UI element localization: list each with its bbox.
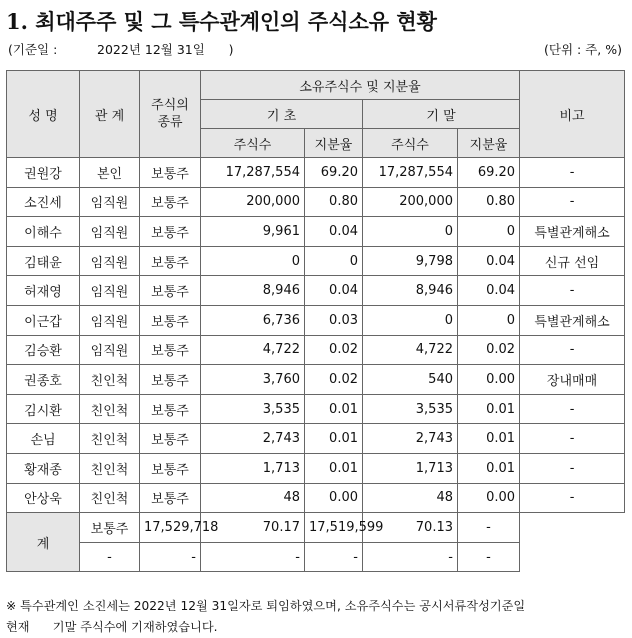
- cell-begin-ratio: 0.02: [305, 335, 363, 365]
- table-row: [7, 217, 625, 247]
- cell-begin-shares: 200,000: [201, 187, 305, 217]
- cell-type: 보통주: [140, 424, 201, 454]
- cell-type: 보통주: [140, 483, 201, 513]
- cell-remark: -: [520, 276, 625, 306]
- cell-begin-ratio: 0.00: [305, 483, 363, 513]
- cell-type: 보통주: [140, 394, 201, 424]
- cell-relation: 친인척: [80, 453, 140, 483]
- cell-end-ratio: 0: [458, 305, 520, 335]
- total-end-shares: 17,519,599: [305, 513, 363, 543]
- header-end-ratio: 지분율: [458, 129, 520, 158]
- cell-begin-shares: 9,961: [201, 217, 305, 247]
- cell-begin-shares: 48: [201, 483, 305, 513]
- cell-remark: -: [520, 187, 625, 217]
- cell-type: 보통주: [140, 187, 201, 217]
- total-section: [7, 513, 625, 572]
- cell-begin-ratio: 0: [305, 246, 363, 276]
- total-label: 계: [7, 513, 80, 572]
- cell-remark: 특별관계해소: [520, 217, 625, 247]
- cell-end-ratio: 0.01: [458, 394, 520, 424]
- cell-remark: 특별관계해소: [520, 305, 625, 335]
- table-row: [7, 305, 625, 335]
- total-remark: -: [458, 513, 520, 543]
- cell-begin-ratio: 0.01: [305, 424, 363, 454]
- table-body: [7, 158, 625, 513]
- table-row: [7, 335, 625, 365]
- table-row: [7, 365, 625, 395]
- total-type: 보통주: [80, 513, 140, 543]
- cell-relation: 임직원: [80, 335, 140, 365]
- cell-begin-ratio: 0.80: [305, 187, 363, 217]
- cell-end-ratio: 0.02: [458, 335, 520, 365]
- cell-begin-ratio: 0.03: [305, 305, 363, 335]
- total2-begin-ratio: -: [201, 542, 305, 572]
- cell-end-shares: 48: [363, 483, 458, 513]
- cell-begin-shares: 2,743: [201, 424, 305, 454]
- header-end-shares: 주식수: [363, 129, 458, 158]
- cell-name: 손님: [7, 424, 80, 454]
- cell-type: 보통주: [140, 246, 201, 276]
- cell-begin-shares: 4,722: [201, 335, 305, 365]
- cell-name: 김승환: [7, 335, 80, 365]
- cell-begin-shares: 6,736: [201, 305, 305, 335]
- cell-end-shares: 3,535: [363, 394, 458, 424]
- cell-end-ratio: 69.20: [458, 158, 520, 188]
- total-begin-shares: 17,529,718: [140, 513, 201, 543]
- cell-end-ratio: 0.00: [458, 365, 520, 395]
- cell-remark: -: [520, 424, 625, 454]
- header-end: 기 말: [363, 100, 520, 129]
- cell-begin-shares: 17,287,554: [201, 158, 305, 188]
- cell-end-shares: 17,287,554: [363, 158, 458, 188]
- cell-name: 권원강: [7, 158, 80, 188]
- cell-end-ratio: 0.04: [458, 246, 520, 276]
- cell-end-shares: 200,000: [363, 187, 458, 217]
- cell-remark: -: [520, 453, 625, 483]
- table-row: [7, 158, 625, 188]
- header-ownership: 소유주식수 및 지분율: [201, 71, 520, 100]
- cell-end-shares: 0: [363, 305, 458, 335]
- cell-end-ratio: 0.80: [458, 187, 520, 217]
- total-begin-ratio: 70.17: [201, 513, 305, 543]
- unit-label: (단위 : 주, %): [544, 42, 622, 57]
- cell-name: 김시환: [7, 394, 80, 424]
- cell-remark: -: [520, 483, 625, 513]
- total2-remark: -: [458, 542, 520, 572]
- table-row: [7, 246, 625, 276]
- cell-name: 허재영: [7, 276, 80, 306]
- cell-end-ratio: 0.01: [458, 453, 520, 483]
- cell-relation: 친인척: [80, 394, 140, 424]
- cell-name: 안상욱: [7, 483, 80, 513]
- cell-relation: 친인척: [80, 365, 140, 395]
- cell-begin-ratio: 0.01: [305, 394, 363, 424]
- cell-relation: 임직원: [80, 217, 140, 247]
- cell-begin-shares: 8,946: [201, 276, 305, 306]
- footnote: ※ 특수관계인 소진세는 2022년 12월 31일자로 퇴임하였으며, 소유주식수는 공시서류작성기준일 현재 기말 주식수에 기재하였습니다.: [6, 599, 526, 634]
- cell-relation: 임직원: [80, 246, 140, 276]
- cell-begin-shares: 3,535: [201, 394, 305, 424]
- cell-end-shares: 9,798: [363, 246, 458, 276]
- cell-remark: -: [520, 394, 625, 424]
- cell-type: 보통주: [140, 453, 201, 483]
- cell-begin-shares: 1,713: [201, 453, 305, 483]
- header-name: 성 명: [7, 71, 80, 158]
- cell-end-shares: 8,946: [363, 276, 458, 306]
- cell-type: 보통주: [140, 365, 201, 395]
- table-row: [7, 424, 625, 454]
- cell-remark: -: [520, 335, 625, 365]
- cell-name: 이근갑: [7, 305, 80, 335]
- cell-type: 보통주: [140, 335, 201, 365]
- report-title: 1. 최대주주 및 그 특수관계인의 주식소유 현황: [6, 9, 437, 34]
- cell-begin-shares: 0: [201, 246, 305, 276]
- cell-relation: 임직원: [80, 187, 140, 217]
- ownership-table: [6, 70, 625, 572]
- cell-remark: 신규 선임: [520, 246, 625, 276]
- cell-begin-ratio: 0.04: [305, 276, 363, 306]
- cell-end-ratio: 0.04: [458, 276, 520, 306]
- total2-end-ratio: -: [363, 542, 458, 572]
- total-row-2: [7, 542, 625, 572]
- cell-end-shares: 2,743: [363, 424, 458, 454]
- cell-type: 보통주: [140, 305, 201, 335]
- cell-relation: 임직원: [80, 276, 140, 306]
- cell-begin-shares: 3,760: [201, 365, 305, 395]
- cell-remark: 장내매매: [520, 365, 625, 395]
- cell-name: 이해수: [7, 217, 80, 247]
- total-row-1: [7, 513, 625, 543]
- header-remark: 비고: [520, 71, 625, 158]
- header-relation: 관 계: [80, 71, 140, 158]
- table-row: [7, 453, 625, 483]
- table-row: [7, 394, 625, 424]
- cell-type: 보통주: [140, 276, 201, 306]
- total-end-ratio: 70.13: [363, 513, 458, 543]
- cell-begin-ratio: 0.04: [305, 217, 363, 247]
- header-begin-ratio: 지분율: [305, 129, 363, 158]
- cell-end-shares: 4,722: [363, 335, 458, 365]
- cell-remark: -: [520, 158, 625, 188]
- table-row: [7, 483, 625, 513]
- base-date: (기준일 : 2022년 12월 31일 ): [8, 42, 234, 57]
- total2-end-shares: -: [305, 542, 363, 572]
- cell-name: 소진세: [7, 187, 80, 217]
- cell-relation: 본인: [80, 158, 140, 188]
- cell-relation: 임직원: [80, 305, 140, 335]
- table-row: [7, 187, 625, 217]
- cell-name: 황재종: [7, 453, 80, 483]
- cell-begin-ratio: 0.01: [305, 453, 363, 483]
- header-begin: 기 초: [201, 100, 363, 129]
- header-begin-shares: 주식수: [201, 129, 305, 158]
- cell-type: 보통주: [140, 158, 201, 188]
- total2-type: -: [80, 542, 140, 572]
- cell-end-ratio: 0.01: [458, 424, 520, 454]
- cell-end-shares: 0: [363, 217, 458, 247]
- total2-begin-shares: -: [140, 542, 201, 572]
- cell-end-shares: 540: [363, 365, 458, 395]
- cell-type: 보통주: [140, 217, 201, 247]
- cell-name: 김태윤: [7, 246, 80, 276]
- cell-end-ratio: 0: [458, 217, 520, 247]
- cell-end-ratio: 0.00: [458, 483, 520, 513]
- cell-begin-ratio: 69.20: [305, 158, 363, 188]
- cell-begin-ratio: 0.02: [305, 365, 363, 395]
- header-stock-type: 주식의 종류: [140, 71, 201, 158]
- cell-end-shares: 1,713: [363, 453, 458, 483]
- cell-relation: 친인척: [80, 483, 140, 513]
- cell-name: 권종호: [7, 365, 80, 395]
- cell-relation: 친인척: [80, 424, 140, 454]
- table-row: [7, 276, 625, 306]
